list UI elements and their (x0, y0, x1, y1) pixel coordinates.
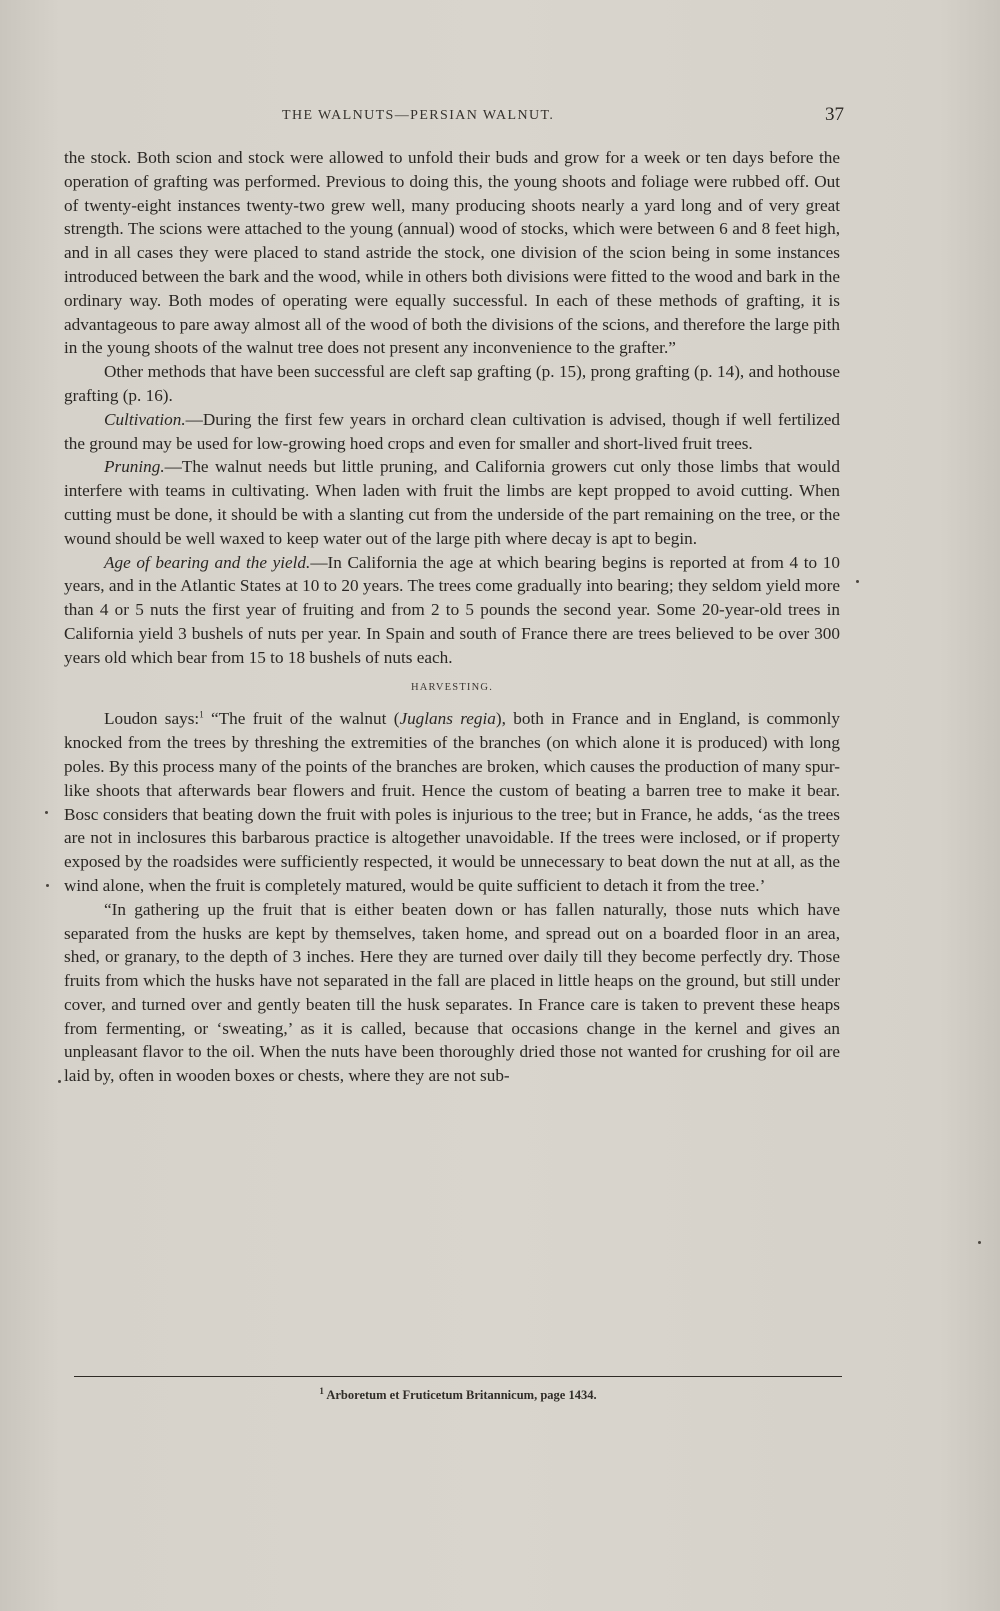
page-number: 37 (825, 104, 844, 125)
margin-speck (978, 1241, 981, 1244)
pruning-heading: Pruning. (104, 457, 165, 477)
paragraph-loudon (64, 707, 840, 897)
paragraph-other-methods: Other methods that have been successful are cleft sap grafting (p. 15), prong grafting (p. 14), and hothouse grafting (p. 16). (64, 362, 840, 405)
margin-speck (58, 1080, 61, 1083)
footnote-mark: 1 (319, 1385, 324, 1396)
footnote-reference: 1 (199, 709, 204, 720)
running-title: THE WALNUTS—PERSIAN WALNUT. (282, 108, 555, 123)
footnote-divider (74, 1376, 842, 1377)
margin-speck (856, 580, 859, 583)
page-header (68, 104, 842, 128)
cultivation-text: —During the first few years in orchard clean cultivation is advised, though if well fertilized the ground may be used for low-growing hoed crops and even for smaller and short-lived fruit trees. (64, 409, 840, 453)
loudon-intro: Loudon says: (104, 709, 200, 729)
paragraph-gathering: “In gathering up the fruit that is either beaten down or has fallen naturally, those nuts which have separated from the husks are kept by themselves, taken home, and spread out on a boarded floor in an area, shed, or granary, to the depth of 3 inches. Here they are turned over daily till they become perfectly dry. Those fruits from which the husks have not separated in the fall are placed in little heaps on the ground, but still under cover, and turned over and gently beaten till the husk separates. In France care is taken to prevent these heaps from fermenting, or ‘sweating,’ as it is called, because that occasions change in the kernel and gives an unpleasant flavor to the oil. When the nuts have been thoroughly dried those not wanted for crushing for oil are laid by, often in wooden boxes or chests, where they are not sub- (64, 899, 840, 1086)
paragraph-cultivation (64, 408, 840, 456)
margin-speck (45, 811, 48, 814)
paragraph-grafting-continued: the stock. Both scion and stock were allowed to unfold their buds and grow for a week or ten days before the operation of grafting was performed. Previous to doing this, the young shoots and foliage were rubbed off. Out of twenty-eight instances twenty-two grew well, many producing shoots nearly a yard long and of very great strength. The scions were attached to the young (annual) wood of stocks, which were between 6 and 8 feet high, and in all cases they were placed to stand astride the stock, one division of the scion being in some instances introduced between the bark and the wood, while in others both divisions were fitted to the wood and bark in the ordinary way. Both modes of operating were equally successful. In each of these methods of grafting, it is advantageous to pare away almost all of the wood of both the divisions of the scions, and therefore the large pith in the young shoots of the walnut tree does not present any inconvenience to the grafter.” (64, 148, 840, 358)
margin-speck (46, 884, 49, 887)
loudon-quote-text: ), both in France and in England, is commonly knocked from the trees by threshing the extremities of the branches (on which alone it is produced) with long poles. By this process many of the points of the branches are broken, which causes the production of many spur-like shoots that afterwards bear flowers and fruit. Hence the custom of beating a barren tree to make it bear. Bosc considers that beating down the fruit with poles is injurious to the tree; but in France, he adds, ‘as the trees are not in inclosures this barbarous practice is altogether unavoidable. If the trees were inclosed, or if property exposed by the roadsides were sufficiently respected, it would be unnecessary to beat down the nut at all, as the wind alone, when the fruit is completely matured, would be quite sufficient to detach it from the tree.’ (64, 709, 841, 895)
footnote-text: Arboretum et Fruticetum Britannicum, page 1434. (323, 1388, 597, 1402)
main-text (64, 146, 840, 1088)
loudon-quote-open: “The fruit of the walnut ( (203, 709, 400, 729)
bearing-text: —In California the age at which bearing begins is reported at from 4 to 10 years, and in the Atlantic States at 10 to 20 years. The trees come gradually into bearing; they seldom yield more than 4 or 5 nuts the first year of fruiting and from 2 to 5 pounds the second year. Some 20-year-old trees in California yield 3 bushels of nuts per year. In Spain and south of France there are trees believed to be over 300 years old which bear from 15 to 18 bushels of nuts each. (64, 552, 840, 667)
section-heading-harvesting: HARVESTING. (410, 681, 494, 693)
paragraph-pruning (64, 455, 840, 550)
pruning-text: —The walnut needs but little pruning, and California growers cut only those limbs that would interfere with teams in cultivating. When laden with fruit the limbs are kept propped to avoid cutting. When cutting must be done, it should be with a slanting cut from the underside of the part remaining on the tree, or the wound should be well waxed to keep water out of the large pith where decay is apt to begin. (64, 457, 840, 548)
paragraph-bearing (64, 551, 840, 670)
species-name: Juglans regia (399, 709, 496, 729)
cultivation-heading: Cultivation. (104, 409, 186, 429)
bearing-heading: Age of bearing and the yield. (104, 552, 311, 572)
footnote (74, 1385, 842, 1403)
